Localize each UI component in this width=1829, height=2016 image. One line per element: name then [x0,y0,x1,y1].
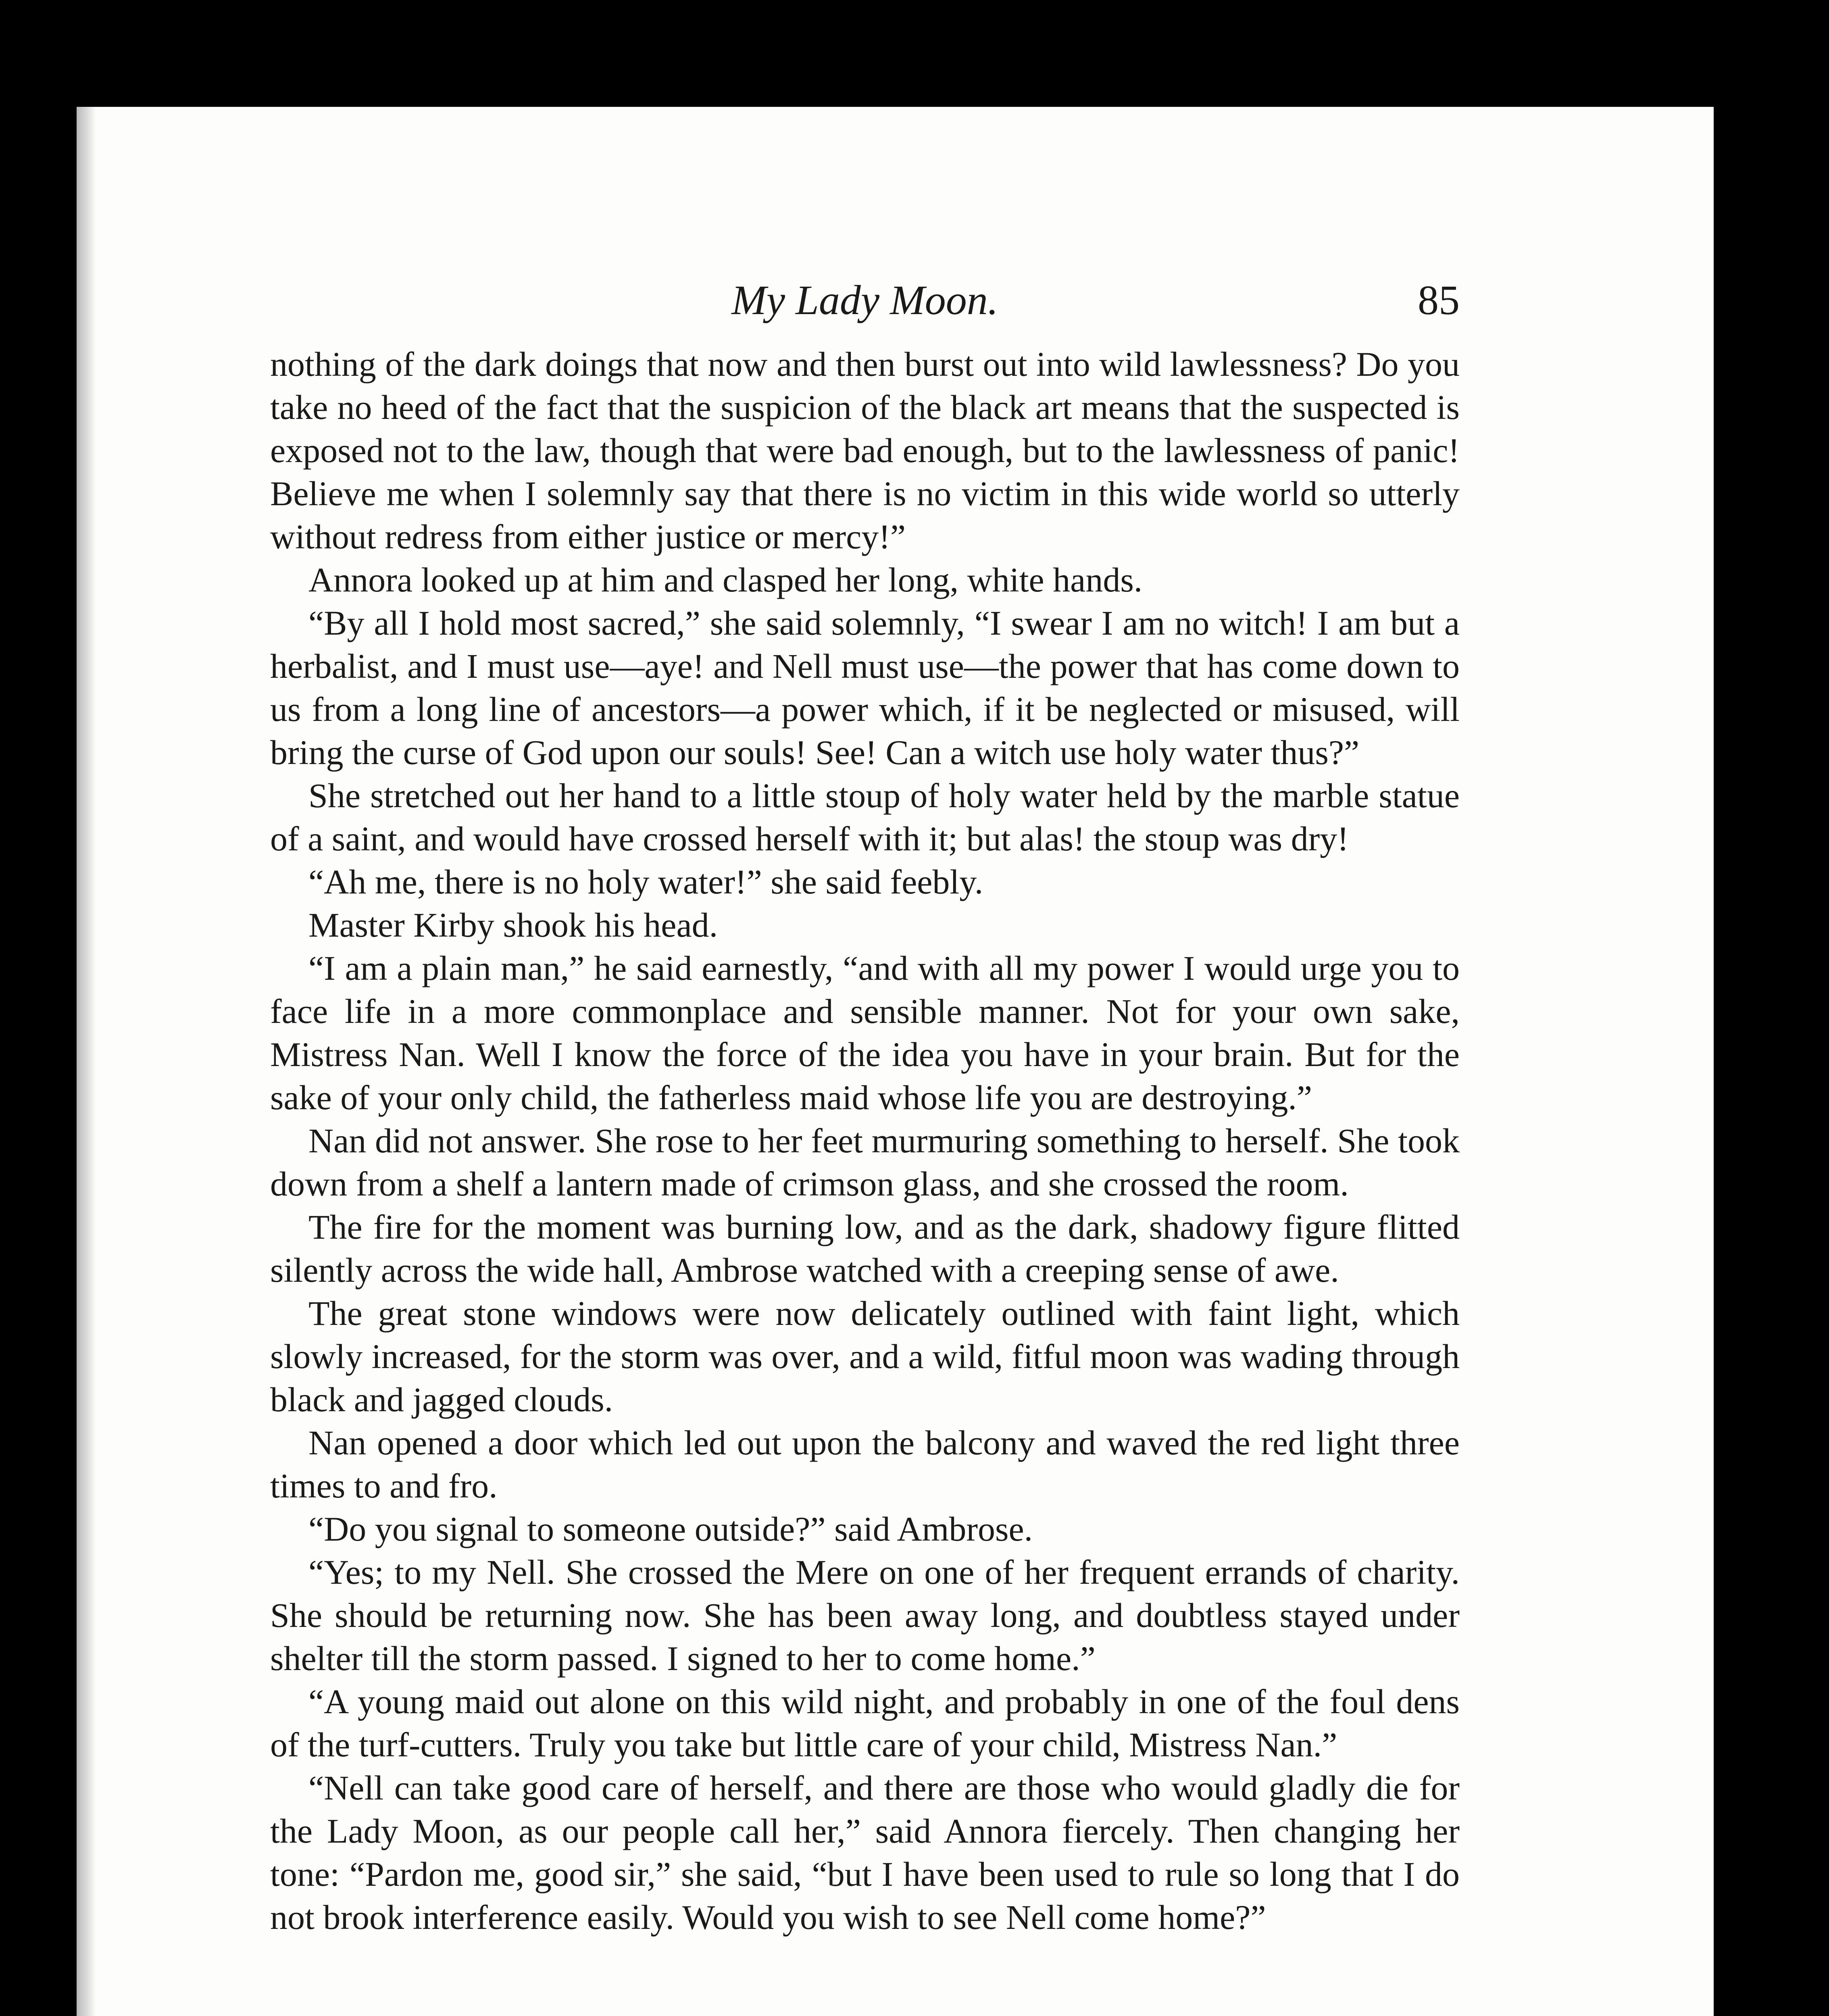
paragraph: “A young maid out alone on this wild night, and probably in one of the foul dens of the turf-cutters. Truly you take but little care of your child, Mistress Nan.” [270,1682,1460,1764]
paragraph: “Yes; to my Nell. She crossed the Mere on one of her frequent errands of charity. She should be returning now. She has been away long, and doubtless stayed under shelter till the storm passed. I signed to her to come home.” [270,1553,1460,1678]
paragraph: nothing of the dark doings that now and then burst out into wild lawlessness? Do you take no heed of the fact that the suspicion of the black art means that the suspected is exposed not to the law, though that were bad enough, but to the lawlessness of panic! Believe me when I solemnly say that there is no victim in this wide world so utterly without redress from either justice or mercy!” [270,345,1460,556]
paragraph: “I am a plain man,” he said earnestly, “and with all my power I would urge you to face life in a more commonplace and sensible manner. Not for your own sake, Mistress Nan. Well I know the force of the idea you have in your brain. But for the sake of your only child, the fatherless maid whose life you are destroying.” [270,949,1460,1117]
page-header [270,270,1460,331]
paragraph: “Ah me, there is no holy water!” she said feebly. [308,862,983,901]
paragraph: “Do you signal to someone outside?” said Ambrose. [308,1510,1033,1548]
paragraph: Annora looked up at him and clasped her long, white hands. [308,560,1143,599]
running-title: My Lady Moon. [731,277,998,323]
paragraph: “Nell can take good care of herself, and there are those who would gladly die for the Lady Moon, as our people call her,” said Annora fiercely. Then changing her tone: “Pardon me, good sir,” she said, “but I have been used to rule so long that I do not brook interference easily. Would you wish to see Nell come home?” [270,1768,1460,1937]
paragraph: Master Kirby shook his head. [308,906,718,944]
paragraph: The fire for the moment was burning low, and as the dark, shadowy figure flitted silently across the wide hall, Ambrose watched with a creeping sense of awe. [270,1208,1460,1289]
paragraph: Nan opened a door which led out upon the balcony and waved the red light three times to and fro. [270,1423,1460,1505]
paragraph: Nan did not answer. She rose to her feet murmuring something to herself. She took down from a shelf a lantern made of crimson glass, and she crossed the room. [270,1121,1460,1203]
paragraph: “By all I hold most sacred,” she said solemnly, “I swear I am no witch! I am but a herbalist, and I must use—aye! and Nell must use—the power that has come down to us from a long line of ancestors—a power which, if it be neglected or misused, will bring the curse of God upon our souls! See! Can a witch use holy water thus?” [270,604,1460,772]
paragraph: The great stone windows were now delicately outlined with faint light, which slowly increased, for the storm was over, and a wild, fitful moon was wading through black and jagged clouds. [270,1294,1460,1419]
body-text [270,343,1460,1939]
paragraph: She stretched out her hand to a little stoup of holy water held by the marble statue of a saint, and would have crossed herself with it; but alas! the stoup was dry! [270,776,1460,858]
page-number: 85 [1418,277,1460,323]
page-gutter-shadow [77,107,96,2016]
